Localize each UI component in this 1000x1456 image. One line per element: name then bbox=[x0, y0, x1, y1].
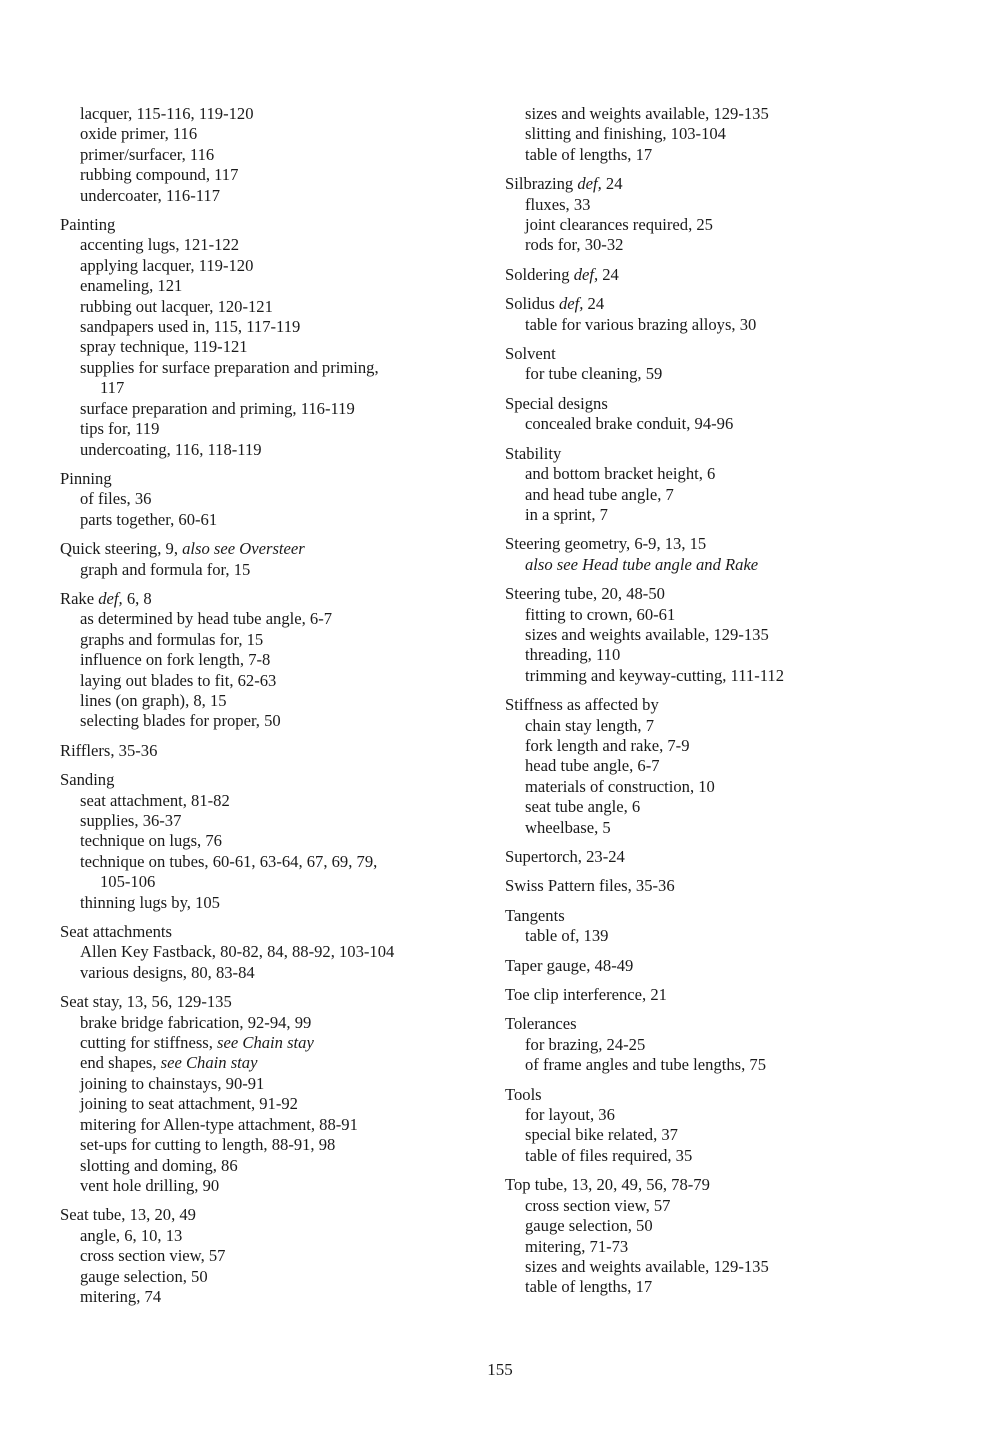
entry-text: lacquer, 115-116, 119-120 bbox=[80, 104, 254, 123]
index-heading bbox=[505, 344, 945, 364]
index-entry bbox=[60, 1205, 475, 1307]
entry-text: and head tube angle, 7 bbox=[525, 484, 674, 504]
index-entry bbox=[60, 992, 475, 1196]
entry-italic-text: see Chain stay bbox=[160, 1053, 258, 1073]
index-entry bbox=[505, 1085, 945, 1167]
index-subentry bbox=[60, 1074, 475, 1094]
index-entry bbox=[505, 534, 945, 575]
index-subentry bbox=[60, 378, 475, 398]
index-subentry bbox=[505, 235, 945, 255]
index-subentry bbox=[60, 235, 475, 255]
entry-text: joining to seat attachment, 91-92 bbox=[80, 1094, 298, 1114]
index-entry bbox=[505, 847, 945, 867]
entry-text: undercoater, 116-117 bbox=[80, 185, 221, 205]
entry-text: materials of construction, 10 bbox=[525, 776, 715, 796]
index-heading bbox=[60, 922, 475, 942]
index-subentry bbox=[505, 1055, 945, 1075]
index-subentry bbox=[505, 797, 945, 817]
entry-text: chain stay length, 7 bbox=[525, 715, 655, 735]
entry-pages: 24 bbox=[598, 264, 619, 284]
index-subentry bbox=[60, 145, 475, 165]
index-subentry bbox=[505, 818, 945, 838]
index-subentry bbox=[505, 1216, 945, 1236]
entry-text: slotting and doming, 86 bbox=[80, 1155, 238, 1175]
entry-text: brake bridge fabrication, 92-94, 99 bbox=[80, 1012, 312, 1032]
entry-text: slitting and finishing, 103-104 bbox=[525, 124, 726, 144]
index-subentry bbox=[505, 605, 945, 625]
index-entry bbox=[505, 104, 945, 165]
index-subentry bbox=[60, 942, 475, 962]
entry-text: vent hole drilling, 90 bbox=[80, 1175, 220, 1195]
index-subentry bbox=[60, 489, 475, 509]
index-entry bbox=[60, 215, 475, 460]
index-heading bbox=[505, 985, 945, 1005]
index-subentry bbox=[505, 195, 945, 215]
index-heading bbox=[505, 1014, 945, 1034]
index-entry bbox=[505, 294, 945, 335]
entry-text: of frame angles and tube lengths, 75 bbox=[525, 1055, 766, 1075]
index-subentry bbox=[60, 1135, 475, 1155]
entry-text: technique on tubes, 60-61, 63-64, 67, 69, 79, bbox=[80, 851, 378, 871]
index-entry bbox=[60, 770, 475, 913]
entry-text: Swiss Pattern files, 35-36 bbox=[505, 876, 675, 896]
index-subentry bbox=[60, 104, 475, 124]
entry-text: end shapes, bbox=[80, 1053, 161, 1073]
entry-text: rods for, 30-32 bbox=[525, 235, 624, 255]
entry-italic-text: also see Oversteer bbox=[182, 539, 305, 559]
entry-text: rubbing compound, 117 bbox=[80, 165, 239, 185]
entry-italic-text: see Chain stay bbox=[217, 1033, 314, 1053]
index-heading bbox=[505, 394, 945, 414]
index-subentry bbox=[60, 671, 475, 691]
index-subentry bbox=[60, 791, 475, 811]
index-subentry bbox=[60, 963, 475, 983]
entry-text: influence on fork length, 7-8 bbox=[80, 650, 271, 670]
entry-text: supplies, 36-37 bbox=[80, 811, 182, 830]
index-entry bbox=[60, 539, 475, 580]
entry-text: undercoating, 116, 118-119 bbox=[80, 439, 262, 459]
entry-text: Allen Key Fastback, 80-82, 84, 88-92, 103-104 bbox=[80, 942, 395, 962]
index-subentry bbox=[60, 1176, 475, 1196]
index-subentry bbox=[505, 505, 945, 525]
index-heading bbox=[505, 174, 945, 194]
index-subentry bbox=[505, 145, 945, 165]
index-entry bbox=[505, 985, 945, 1005]
entry-text: supplies for surface preparation and priming, bbox=[80, 357, 379, 377]
entry-text: seat tube angle, 6 bbox=[525, 797, 641, 817]
index-heading bbox=[60, 770, 475, 790]
index-heading bbox=[60, 589, 475, 609]
entry-text: Tangents bbox=[505, 905, 565, 925]
index-heading bbox=[505, 1175, 945, 1195]
index-heading bbox=[505, 294, 945, 314]
index-subentry bbox=[60, 1226, 475, 1246]
index-entry bbox=[60, 104, 475, 206]
index-subentry bbox=[505, 124, 945, 144]
entry-text: joint clearances required, 25 bbox=[525, 215, 713, 235]
index-entry bbox=[60, 469, 475, 530]
index-subentry bbox=[60, 358, 475, 378]
index-entry bbox=[505, 695, 945, 838]
entry-text: cutting for stiffness, bbox=[80, 1033, 218, 1053]
entry-text: for brazing, 24-25 bbox=[525, 1034, 646, 1054]
index-entry bbox=[60, 922, 475, 983]
entry-text: selecting blades for proper, 50 bbox=[80, 711, 281, 731]
entry-text: accenting lugs, 121-122 bbox=[80, 235, 239, 255]
entry-text: trimming and keyway-cutting, 111-112 bbox=[525, 665, 784, 685]
entry-text: set-ups for cutting to length, 88-91, 98 bbox=[80, 1135, 336, 1155]
index-subentry bbox=[505, 1196, 945, 1216]
entry-text: table of lengths, 17 bbox=[525, 144, 653, 164]
index-subentry bbox=[505, 464, 945, 484]
entry-text: cross section view, 57 bbox=[525, 1195, 671, 1215]
index-heading bbox=[505, 847, 945, 867]
entry-text: graph and formula for, 15 bbox=[80, 559, 251, 579]
entry-text: seat attachment, 81-82 bbox=[80, 790, 230, 810]
index-subentry bbox=[505, 1277, 945, 1297]
entry-text: cross section view, 57 bbox=[80, 1246, 226, 1266]
entry-text: technique on lugs, 76 bbox=[80, 831, 222, 851]
entry-text: fluxes, 33 bbox=[525, 194, 591, 214]
index-subentry bbox=[505, 1146, 945, 1166]
index-subentry bbox=[60, 831, 475, 851]
index-subentry bbox=[60, 711, 475, 731]
index-column-right bbox=[505, 104, 945, 1307]
index-entry bbox=[505, 876, 945, 896]
index-heading bbox=[60, 741, 475, 761]
index-heading bbox=[60, 539, 475, 559]
entry-text: Rake bbox=[60, 588, 99, 608]
entry-text: mitering for Allen-type attachment, 88-91 bbox=[80, 1114, 358, 1134]
entry-text: primer/surfacer, 116 bbox=[80, 144, 215, 164]
index-heading bbox=[505, 695, 945, 715]
entry-text: Pinning bbox=[60, 468, 112, 488]
index-heading bbox=[505, 265, 945, 285]
entry-text: fitting to crown, 60-61 bbox=[525, 604, 676, 624]
index-subentry bbox=[60, 165, 475, 185]
index-subentry bbox=[505, 777, 945, 797]
entry-text: sizes and weights available, 129-135 bbox=[525, 1256, 769, 1276]
entry-text: tips for, 119 bbox=[80, 419, 160, 439]
index-subentry bbox=[505, 315, 945, 335]
index-subentry bbox=[505, 736, 945, 756]
entry-text: gauge selection, 50 bbox=[525, 1216, 653, 1236]
index-heading bbox=[60, 992, 475, 1012]
index-subentry bbox=[60, 872, 475, 892]
index-subentry bbox=[60, 691, 475, 711]
index-heading bbox=[60, 469, 475, 489]
index-subentry bbox=[60, 650, 475, 670]
entry-text: angle, 6, 10, 13 bbox=[80, 1225, 183, 1245]
entry-text: table for various brazing alloys, 30 bbox=[525, 314, 757, 334]
index-subentry bbox=[60, 1287, 475, 1307]
index-subentry bbox=[505, 1105, 945, 1125]
index-subentry bbox=[505, 364, 945, 384]
page-number: 155 bbox=[487, 1360, 513, 1379]
entry-text: Rifflers, 35-36 bbox=[60, 740, 158, 760]
entry-text: special bike related, 37 bbox=[525, 1125, 678, 1145]
entry-text: mitering, 74 bbox=[80, 1286, 162, 1306]
entry-text: Special designs bbox=[505, 393, 608, 413]
entry-text: Solidus bbox=[505, 294, 559, 314]
index-subentry bbox=[60, 609, 475, 629]
entry-text: Stiffness as affected by bbox=[505, 695, 659, 715]
entry-text: Painting bbox=[60, 215, 116, 235]
index-subentry bbox=[60, 1033, 475, 1053]
entry-text: parts together, 60-61 bbox=[80, 509, 218, 529]
index-heading bbox=[505, 956, 945, 976]
entry-pages: 24 bbox=[601, 174, 623, 194]
entry-text: concealed brake conduit, 94-96 bbox=[525, 414, 734, 434]
entry-italic-text: also see Head tube angle and Rake bbox=[525, 554, 759, 574]
entry-text: joining to chainstays, 90-91 bbox=[80, 1073, 265, 1093]
index-subentry bbox=[60, 1013, 475, 1033]
index-subentry bbox=[60, 297, 475, 317]
index-subentry bbox=[60, 1094, 475, 1114]
entry-italic-text: def, bbox=[558, 294, 584, 314]
index-subentry bbox=[60, 276, 475, 296]
entry-italic-text: def, bbox=[573, 264, 599, 284]
index-subentry bbox=[60, 893, 475, 913]
index-subentry bbox=[505, 645, 945, 665]
index-entry bbox=[505, 265, 945, 285]
index-entry bbox=[505, 344, 945, 385]
entry-text: table of lengths, 17 bbox=[525, 1277, 653, 1297]
entry-text: wheelbase, 5 bbox=[525, 817, 611, 837]
index-subentry bbox=[505, 1125, 945, 1145]
entry-text: gauge selection, 50 bbox=[80, 1266, 208, 1286]
index-subentry bbox=[60, 256, 475, 276]
entry-text: lines (on graph), 8, 15 bbox=[80, 690, 227, 710]
index-subentry bbox=[505, 215, 945, 235]
index-subentry bbox=[60, 560, 475, 580]
index-entry bbox=[505, 956, 945, 976]
entry-text: laying out blades to fit, 62-63 bbox=[80, 670, 277, 690]
index-subentry bbox=[60, 124, 475, 144]
index-subentry bbox=[505, 625, 945, 645]
entry-text: Steering tube, 20, 48-50 bbox=[505, 584, 665, 604]
entry-text: thinning lugs by, 105 bbox=[80, 892, 220, 912]
index-entry bbox=[505, 394, 945, 435]
entry-text: Seat attachments bbox=[60, 922, 172, 942]
index-subentry bbox=[60, 510, 475, 530]
index-subentry bbox=[60, 1115, 475, 1135]
index-subentry bbox=[505, 666, 945, 686]
index-subentry bbox=[60, 1267, 475, 1287]
index-heading bbox=[505, 876, 945, 896]
index-entry bbox=[505, 1175, 945, 1297]
entry-text: applying lacquer, 119-120 bbox=[80, 255, 254, 275]
entry-text: head tube angle, 6-7 bbox=[525, 756, 660, 776]
entry-italic-text: def, bbox=[98, 588, 123, 608]
entry-pages: 24 bbox=[583, 294, 605, 314]
index-entry bbox=[60, 589, 475, 732]
index-heading bbox=[60, 1205, 475, 1225]
entry-text: spray technique, 119-121 bbox=[80, 337, 248, 357]
entry-text: enameling, 121 bbox=[80, 276, 183, 296]
index-subentry bbox=[505, 1035, 945, 1055]
index-subentry bbox=[60, 337, 475, 357]
entry-text: fork length and rake, 7-9 bbox=[525, 735, 690, 755]
entry-text: Taper gauge, 48-49 bbox=[505, 955, 634, 975]
index-subentry bbox=[60, 419, 475, 439]
entry-italic-text: def, bbox=[577, 174, 602, 194]
index-heading bbox=[505, 906, 945, 926]
index-heading bbox=[505, 1085, 945, 1105]
entry-text: Top tube, 13, 20, 49, 56, 78-79 bbox=[505, 1175, 710, 1195]
index-subentry bbox=[60, 399, 475, 419]
entry-text: Silbrazing bbox=[505, 174, 578, 194]
index-subentry bbox=[60, 811, 475, 831]
entry-text: oxide primer, 116 bbox=[80, 124, 198, 144]
index-subentry bbox=[60, 186, 475, 206]
index-subentry bbox=[60, 1053, 475, 1073]
entry-text: Tolerances bbox=[505, 1014, 577, 1034]
index-subentry bbox=[505, 1257, 945, 1277]
entry-text: Supertorch, 23-24 bbox=[505, 847, 625, 866]
index-entry bbox=[505, 1014, 945, 1075]
entry-text: Tools bbox=[505, 1084, 542, 1104]
entry-text: threading, 110 bbox=[525, 645, 621, 665]
entry-text: 105-106 bbox=[100, 872, 156, 892]
entry-text: table of, 139 bbox=[525, 926, 609, 946]
entry-text: for layout, 36 bbox=[525, 1105, 615, 1125]
index-subentry bbox=[60, 317, 475, 337]
entry-pages: 6, 8 bbox=[122, 588, 152, 608]
entry-text: various designs, 80, 83-84 bbox=[80, 962, 255, 982]
index-entry bbox=[505, 906, 945, 947]
index-subentry bbox=[60, 852, 475, 872]
index-entry bbox=[60, 741, 475, 761]
index-entry bbox=[505, 584, 945, 686]
index-subentry bbox=[505, 716, 945, 736]
index-subentry bbox=[505, 1237, 945, 1257]
index-subentry bbox=[60, 1156, 475, 1176]
entry-text: mitering, 71-73 bbox=[525, 1236, 629, 1256]
entry-text: sandpapers used in, 115, 117-119 bbox=[80, 317, 301, 337]
entry-text: Steering geometry, 6-9, 13, 15 bbox=[505, 534, 707, 554]
entry-text: Soldering bbox=[505, 264, 574, 284]
entry-text: table of files required, 35 bbox=[525, 1145, 693, 1165]
entry-text: Solvent bbox=[505, 344, 556, 364]
index-heading bbox=[505, 584, 945, 604]
entry-text: Toe clip interference, 21 bbox=[505, 985, 667, 1005]
index-subentry bbox=[505, 555, 945, 575]
entry-text: in a sprint, 7 bbox=[525, 504, 608, 524]
entry-text: for tube cleaning, 59 bbox=[525, 364, 663, 384]
entry-text: 117 bbox=[100, 378, 125, 398]
entry-text: sizes and weights available, 129-135 bbox=[525, 624, 769, 644]
index-subentry bbox=[505, 104, 945, 124]
entry-text: as determined by head tube angle, 6-7 bbox=[80, 609, 333, 629]
index-entry bbox=[505, 444, 945, 526]
index-subentry bbox=[60, 440, 475, 460]
entry-text: graphs and formulas for, 15 bbox=[80, 629, 264, 649]
index-subentry bbox=[505, 414, 945, 434]
entry-text: sizes and weights available, 129-135 bbox=[525, 104, 769, 123]
entry-text: Quick steering, 9, bbox=[60, 539, 183, 559]
index-subentry bbox=[60, 630, 475, 650]
entry-text: surface preparation and priming, 116-119 bbox=[80, 398, 355, 418]
entry-text: rubbing out lacquer, 120-121 bbox=[80, 296, 273, 316]
index-column-left bbox=[60, 104, 475, 1316]
index-heading bbox=[505, 444, 945, 464]
index-subentry bbox=[505, 756, 945, 776]
index-subentry bbox=[505, 485, 945, 505]
index-subentry bbox=[505, 926, 945, 946]
entry-text: of files, 36 bbox=[80, 489, 152, 509]
index-subentry bbox=[60, 1246, 475, 1266]
entry-text: and bottom bracket height, 6 bbox=[525, 464, 716, 484]
entry-text: Seat tube, 13, 20, 49 bbox=[60, 1205, 196, 1225]
entry-text: Seat stay, 13, 56, 129-135 bbox=[60, 992, 232, 1012]
index-heading bbox=[505, 534, 945, 554]
entry-text: Stability bbox=[505, 443, 562, 463]
index-heading bbox=[60, 215, 475, 235]
entry-text: Sanding bbox=[60, 770, 115, 790]
index-entry bbox=[505, 174, 945, 256]
